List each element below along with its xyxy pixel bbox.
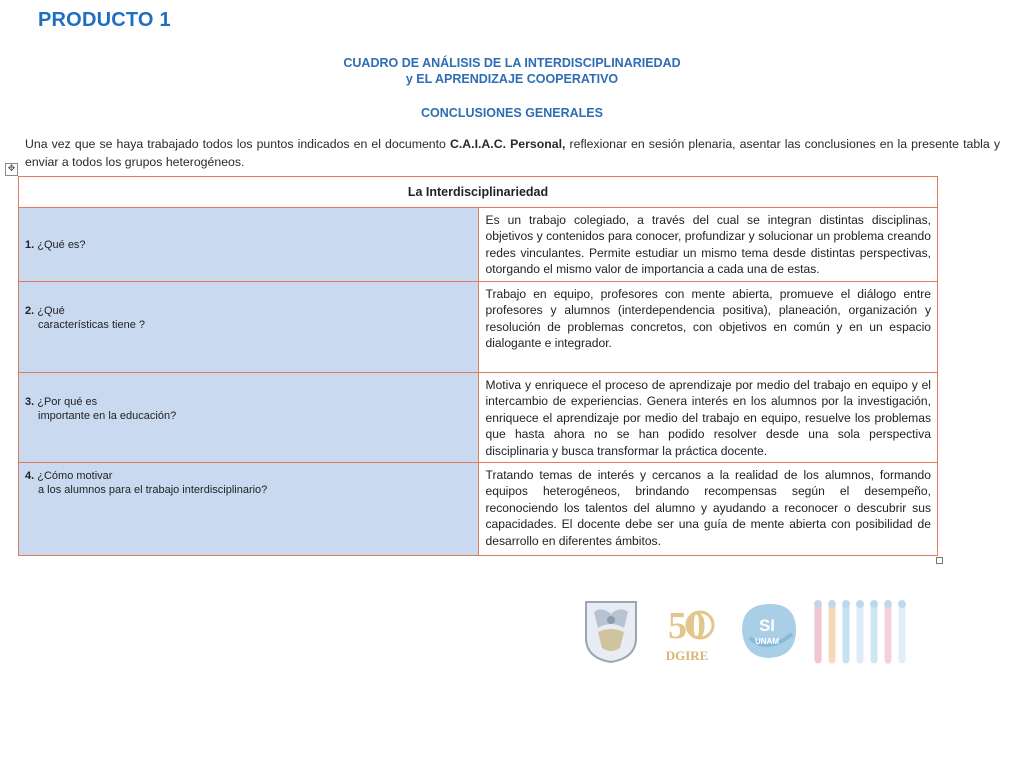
document-heading-line2: y EL APRENDIZAJE COOPERATIVO	[405, 72, 619, 86]
unam-crest-logo	[582, 598, 640, 664]
table-row	[19, 282, 938, 373]
si-text: SI	[758, 616, 776, 635]
question-text-cont: importante en la educación?	[38, 410, 177, 422]
question-cell	[19, 373, 479, 463]
question-text-cont: a los alumnos para el trabajo interdisciplinario?	[38, 484, 268, 496]
dgire-50-text: 50	[668, 605, 706, 647]
table-header: La Interdisciplinariedad	[19, 177, 938, 208]
question-cell	[19, 282, 479, 373]
question-cell	[19, 208, 479, 282]
colored-stripes-logo	[810, 598, 925, 664]
question-text: ¿Por qué es	[37, 396, 98, 408]
question-text: ¿Qué es?	[37, 238, 86, 251]
question-text: ¿Cómo motivar	[37, 470, 113, 482]
answer-text: Es un trabajo colegiado, a través del cual se integran distintas disciplinas, objetivos y contenidos para conocer, profundizar y solucionar un problema creando redes vinculantes. Permite estudiar un mismo tema desde distintas perspectivas, otorgando el mismo valor de importancia a cada una de estas.	[485, 213, 931, 277]
question-cell	[19, 463, 479, 556]
intro-paragraph	[25, 135, 1000, 171]
question-number: 2.	[25, 305, 35, 317]
intro-text-end: reflexionar en sesión plenaria, asentar las conclusiones en la presente tabla y enviar a todos los grupos heterogéneos.	[25, 137, 1000, 169]
question-number: 3.	[25, 396, 35, 408]
answer-text: Trabajo en equipo, profesores con mente abierta, promueve el diálogo entre profesores y alumnos (interdependencia positiva), planeación, organización y resolución de problemas concretos, con objetivos en común y en un espacio dialogante e integrador.	[485, 287, 931, 351]
dgire-50-logo	[654, 598, 720, 664]
analysis-table	[18, 176, 938, 556]
document-subheading: CONCLUSIONES GENERALES	[421, 106, 603, 120]
answer-cell	[478, 373, 938, 463]
slide-title: PRODUCTO 1	[38, 9, 171, 31]
intro-text-start: Una vez que se haya trabajado todos los puntos indicados en el documento	[25, 137, 450, 151]
table-move-handle-icon[interactable]: ✥	[5, 163, 18, 176]
question-number: 1.	[25, 238, 35, 251]
question-text-cont: características tiene ?	[38, 319, 145, 331]
answer-text: Motiva y enriquece el proceso de aprendizaje por medio del trabajo en equipo y el intercambio de experiencias. Genera interés en los alumnos por la investigación, enriquece el aprendizaje por medio del trabajo en equipo, resuelve los problemas que hasta ahora no se han podido resolver desde una sola perspectiva disciplinaria y busca transformar la práctica docente.	[485, 378, 931, 458]
answer-cell	[478, 208, 938, 282]
si-unam-logo	[734, 598, 800, 664]
answer-text: Tratando temas de interés y cercanos a la realidad de los alumnos, formando equipos heterogéneos, brindando recompensas según el desempeño, reconociendo los talentos del alumno y ayudando a reconocer o descubrir sus capacidades. El docente debe ser una guía de mente abierta con posibilidad de desarrollo en diferentes ámbitos.	[485, 468, 931, 548]
intro-text-bold: C.A.I.A.C. Personal,	[449, 137, 566, 151]
question-number: 4.	[25, 470, 35, 482]
question-text: ¿Qué	[37, 305, 65, 317]
logo-strip	[582, 598, 927, 666]
unam-text: UNAM	[755, 637, 779, 646]
table-resize-handle[interactable]	[936, 557, 943, 564]
table-row	[19, 208, 938, 282]
dgire-text: DGIRE	[665, 648, 709, 663]
table-row	[19, 373, 938, 463]
answer-cell	[478, 282, 938, 373]
table-row	[19, 463, 938, 556]
answer-cell	[478, 463, 938, 556]
document-heading: CUADRO DE ANÁLISIS DE LA INTERDISCIPLINARIEDAD	[343, 56, 681, 70]
